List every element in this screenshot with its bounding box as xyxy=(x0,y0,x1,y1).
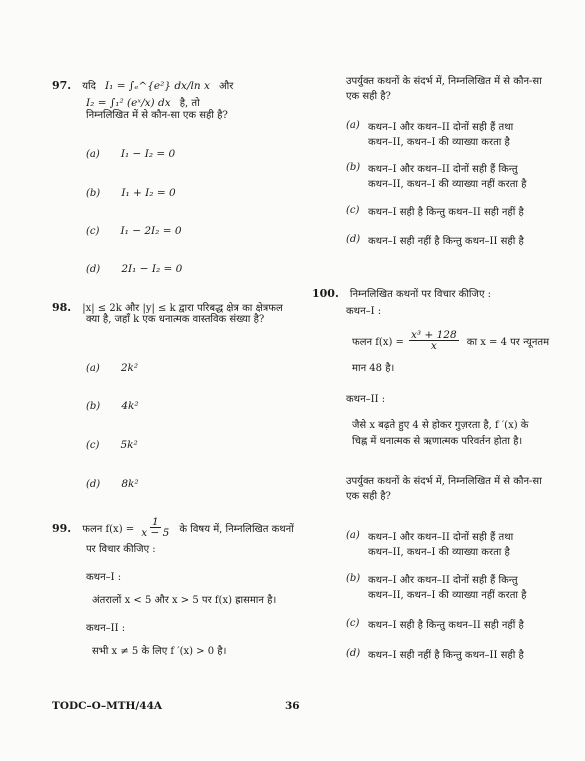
option-c xyxy=(86,433,138,452)
option-line1: कथन–I और कथन–II दोनों सही हैं किन्तु xyxy=(368,575,518,586)
option-letter: (a) xyxy=(346,530,360,541)
option-letter: (b) xyxy=(346,573,361,584)
question-lead: फलन f(x) = xyxy=(82,524,135,535)
option-b xyxy=(86,181,176,200)
option-text: 2I₁ − I₂ = 0 xyxy=(121,263,183,275)
option-letter: (c) xyxy=(346,205,360,216)
question-tail: है, तो xyxy=(179,98,200,109)
statement-2-line1: जैसे x बढ़ते हुए 4 से होकर गुज़रता है, f ′(x) के xyxy=(352,420,529,431)
option-text: I₁ + I₂ = 0 xyxy=(121,187,176,199)
option-letter: (c) xyxy=(86,440,100,451)
q99-cont-line1: उपर्युक्त कथनों के संदर्भ में, निम्नलिखित में से कौन-सा xyxy=(346,76,542,87)
option-d xyxy=(346,234,568,249)
question-99 xyxy=(52,517,314,538)
conjunction: और xyxy=(218,81,234,92)
question-number: 98. xyxy=(52,301,72,314)
statement-2-label: कथन–II : xyxy=(346,394,386,405)
option-text: I₁ − I₂ = 0 xyxy=(120,148,176,160)
option-b xyxy=(346,162,568,192)
option-line1: कथन–I और कथन–II दोनों सही हैं तथा xyxy=(368,532,514,543)
statement-1-line1 xyxy=(352,330,570,351)
option-a xyxy=(86,356,138,375)
option-line2: कथन–II, कथन–I की व्याख्या नहीं करता है xyxy=(368,590,527,601)
question-intro: निम्नलिखित कथनों पर विचार कीजिए : xyxy=(349,289,492,300)
option-letter: (b) xyxy=(346,162,361,173)
q99-cont-line2: एक सही है? xyxy=(346,91,391,102)
paper-code: TODC–O–MTH/44A xyxy=(52,700,163,712)
question-number: 100. xyxy=(312,287,339,300)
option-a xyxy=(346,530,568,560)
fraction xyxy=(139,517,171,538)
option-line1: कथन–I सही है किन्तु कथन–II सही नहीं है xyxy=(368,207,524,218)
option-b xyxy=(346,573,568,603)
option-letter: (c) xyxy=(86,226,100,237)
fraction-numerator: 1 xyxy=(151,516,159,528)
integral-i2: I₂ = ∫₁² (eˣ/x) dx xyxy=(86,97,171,109)
option-letter: (d) xyxy=(86,479,101,490)
statement-1-line2: मान 48 है। xyxy=(352,363,395,374)
option-line1: कथन–I सही नहीं है किन्तु कथन–II सही है xyxy=(368,650,524,661)
question-text-line2: पर विचार कीजिए : xyxy=(86,544,156,555)
statement-2-text: सभी x ≠ 5 के लिए f ′(x) > 0 है। xyxy=(92,646,227,657)
option-a xyxy=(346,120,568,150)
fraction xyxy=(409,330,459,351)
option-d xyxy=(346,648,568,663)
option-text: 5k² xyxy=(120,439,138,451)
question-number: 97. xyxy=(52,79,72,92)
option-line2: कथन–II, कथन–I की व्याख्या करता है xyxy=(368,137,510,148)
option-d xyxy=(86,472,139,491)
option-letter: (d) xyxy=(86,264,101,275)
option-letter: (c) xyxy=(346,618,360,629)
q100-question-line2: एक सही है? xyxy=(346,491,391,502)
question-lead: यदि xyxy=(82,81,96,92)
option-c xyxy=(346,205,568,220)
option-text: 4k² xyxy=(121,400,139,412)
option-letter: (b) xyxy=(86,188,101,199)
statement-lead: फलन f(x) = xyxy=(352,337,404,348)
option-b xyxy=(86,394,139,413)
option-a xyxy=(86,142,175,161)
option-text: 8k² xyxy=(121,478,139,490)
integral-i1: I₁ = ∫ₑ^{e²} dx/ln x xyxy=(105,80,210,92)
fraction-denominator: x − 5 xyxy=(141,527,170,539)
question-text-line2: क्या है, जहाँ k एक धनात्मक वास्तविक संख्या है? xyxy=(86,314,265,325)
option-letter: (a) xyxy=(86,363,100,374)
option-letter: (a) xyxy=(346,120,360,131)
statement-2-label: कथन–II : xyxy=(86,623,126,634)
option-c xyxy=(346,618,568,633)
page-number: 36 xyxy=(285,700,300,712)
option-letter: (d) xyxy=(346,234,361,245)
question-tail: के विषय में, निम्नलिखित कथनों xyxy=(179,524,294,535)
option-letter: (b) xyxy=(86,401,101,412)
option-line2: कथन–II, कथन–I की व्याख्या नहीं करता है xyxy=(368,179,527,190)
statement-1-label: कथन–I : xyxy=(86,572,122,583)
option-letter: (a) xyxy=(86,149,100,160)
option-text: 2k² xyxy=(120,362,139,374)
option-line1: कथन–I सही नहीं है किन्तु कथन–II सही है xyxy=(368,236,524,247)
question-100 xyxy=(312,282,572,302)
question-text-line2: निम्नलिखित में से कौन-सा एक सही है? xyxy=(86,110,228,121)
option-line1: कथन–I सही है किन्तु कथन–II सही नहीं है xyxy=(368,620,524,631)
fraction-numerator: x³ + 128 xyxy=(411,329,457,341)
question-text-line1: |x| ≤ 2k और |y| ≤ k द्वारा परिबद्ध क्षेत्र का क्षेत्रफल xyxy=(82,303,283,314)
statement-1-text: अंतरालों x < 5 और x > 5 पर f(x) ह्रासमान है। xyxy=(92,595,277,606)
fraction-denominator: x xyxy=(430,340,437,352)
option-d xyxy=(86,257,182,276)
statement-2-line2: चिह्न में धनात्मक से ऋणात्मक परिवर्तन होता है। xyxy=(352,436,523,447)
statement-tail: का x = 4 पर न्यूनतम xyxy=(466,337,550,348)
q100-question-line1: उपर्युक्त कथनों के संदर्भ में, निम्नलिखित में से कौन-सा xyxy=(346,476,542,487)
option-c xyxy=(86,219,182,238)
option-text: I₁ − 2I₂ = 0 xyxy=(120,225,182,237)
option-line1: कथन–I और कथन–II दोनों सही हैं तथा xyxy=(368,122,514,133)
statement-1-label: कथन–I : xyxy=(346,306,382,317)
option-line2: कथन–II, कथन–I की व्याख्या करता है xyxy=(368,547,510,558)
option-line1: कथन–I और कथन–II दोनों सही हैं किन्तु xyxy=(368,164,518,175)
option-letter: (d) xyxy=(346,648,361,659)
question-number: 99. xyxy=(52,522,72,535)
